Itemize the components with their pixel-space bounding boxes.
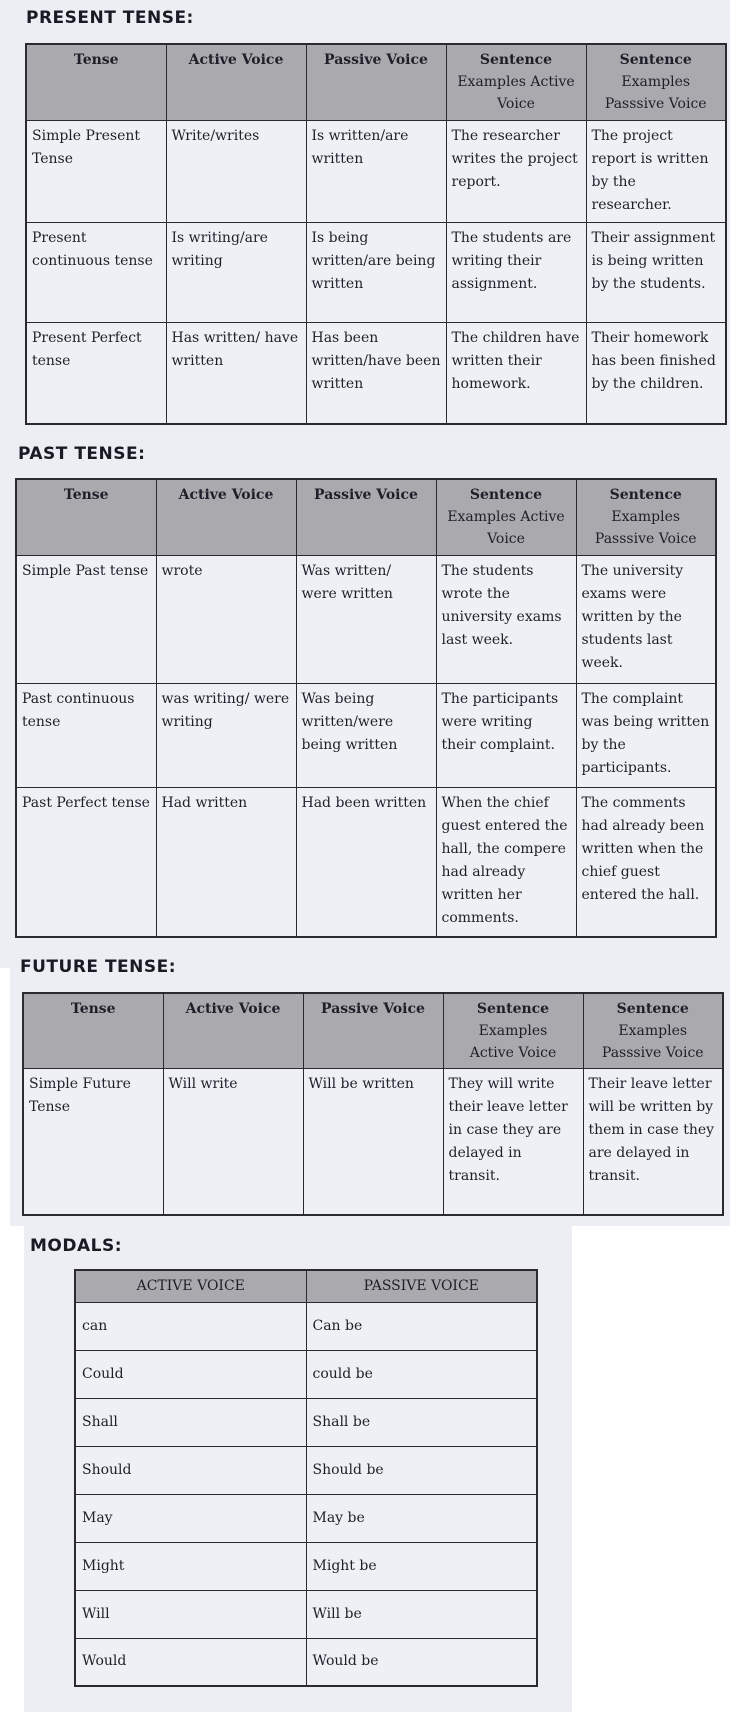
header-text: Sentence — [479, 52, 553, 68]
table-cell: Past continuous tense — [16, 683, 156, 787]
table-cell: Was being written/were being written — [296, 683, 436, 787]
table-cell: The comments had already been written when the chief guest entered the hall. — [576, 787, 716, 937]
table-cell: Their leave letter will be written by them in case they are delayed in transit. — [583, 1069, 723, 1215]
table-cell: Simple Past tense — [16, 555, 156, 683]
table-cell: Is writing/are writing — [166, 222, 306, 322]
header-text: Examples — [618, 1023, 688, 1039]
table-cell: Will — [75, 1590, 306, 1638]
table-row — [16, 787, 716, 937]
table-row — [75, 1494, 537, 1542]
header-sentence-passive — [583, 993, 723, 1069]
table-header-row — [16, 479, 716, 555]
future-tense-heading: FUTURE TENSE: — [20, 957, 177, 977]
table-cell: could be — [306, 1350, 537, 1398]
header-text: Passsive Voice — [604, 96, 707, 112]
table-row — [26, 222, 726, 322]
header-active-voice: Active Voice — [166, 44, 306, 120]
table-cell: Might be — [306, 1542, 537, 1590]
header-sentence-passive — [586, 44, 726, 120]
header-tense: Tense — [23, 993, 163, 1069]
table-header-row — [23, 993, 723, 1069]
table-cell: can — [75, 1302, 306, 1350]
table-cell: Had been written — [296, 787, 436, 937]
table-cell: The researcher writes the project report. — [446, 120, 586, 222]
table-row — [75, 1398, 537, 1446]
header-sentence-active — [443, 993, 583, 1069]
future-tense-table — [22, 992, 724, 1216]
table-cell: Shall — [75, 1398, 306, 1446]
header-passive-voice: Passive Voice — [306, 44, 446, 120]
table-cell: Will be written — [303, 1069, 443, 1215]
table-cell: Had written — [156, 787, 296, 937]
table-header-row — [26, 44, 726, 120]
table-cell: Should — [75, 1446, 306, 1494]
table-row — [75, 1638, 537, 1686]
header-text: Voice — [487, 531, 525, 547]
header-text: Passsive Voice — [601, 1045, 704, 1061]
table-row — [16, 683, 716, 787]
header-tense: Tense — [16, 479, 156, 555]
table-header-row — [75, 1270, 537, 1302]
header-text: Voice — [497, 96, 535, 112]
table-row — [75, 1542, 537, 1590]
table-cell: Should be — [306, 1446, 537, 1494]
table-cell: May — [75, 1494, 306, 1542]
table-cell: Will be — [306, 1590, 537, 1638]
table-cell: The university exams were written by the students last week. — [576, 555, 716, 683]
modals-table — [74, 1269, 538, 1687]
table-cell: The students are writing their assignment. — [446, 222, 586, 322]
table-cell: Present continuous tense — [26, 222, 166, 322]
header-tense: Tense — [26, 44, 166, 120]
table-cell: Has been written/have been written — [306, 322, 446, 424]
header-text: Examples — [478, 1023, 548, 1039]
header-text: Examples Active — [457, 74, 575, 90]
table-cell: Present Perfect tense — [26, 322, 166, 424]
table-row — [75, 1446, 537, 1494]
table-cell: Will write — [163, 1069, 303, 1215]
table-cell: Write/writes — [166, 120, 306, 222]
header-text: Sentence — [619, 52, 692, 68]
header-text: Passsive Voice — [594, 531, 697, 547]
header-text: Sentence — [616, 1001, 689, 1017]
table-cell: Was written/ were written — [296, 555, 436, 683]
table-cell: Simple Present Tense — [26, 120, 166, 222]
header-text: Sentence — [469, 487, 543, 503]
table-cell: The participants were writing their complaint. — [436, 683, 576, 787]
table-cell: Their homework has been finished by the children. — [586, 322, 726, 424]
table-cell: Simple Future Tense — [23, 1069, 163, 1215]
table-row — [75, 1302, 537, 1350]
table-cell: Can be — [306, 1302, 537, 1350]
header-passive-voice: PASSIVE VOICE — [306, 1270, 537, 1302]
present-tense-heading: PRESENT TENSE: — [26, 8, 194, 28]
table-cell: Has written/ have written — [166, 322, 306, 424]
table-cell: Shall be — [306, 1398, 537, 1446]
past-tense-table — [15, 478, 717, 938]
header-text: Examples Active — [447, 509, 565, 525]
table-cell: The students wrote the university exams last week. — [436, 555, 576, 683]
table-row — [16, 555, 716, 683]
table-cell: Could — [75, 1350, 306, 1398]
table-cell: Their assignment is being written by the students. — [586, 222, 726, 322]
header-text: Examples — [621, 74, 691, 90]
header-text: Sentence — [609, 487, 682, 503]
table-cell: Past Perfect tense — [16, 787, 156, 937]
header-active-voice: ACTIVE VOICE — [75, 1270, 306, 1302]
header-sentence-passive — [576, 479, 716, 555]
table-cell: Would — [75, 1638, 306, 1686]
table-cell: They will write their leave letter in case they are delayed in transit. — [443, 1069, 583, 1215]
table-row — [75, 1350, 537, 1398]
header-active-voice: Active Voice — [163, 993, 303, 1069]
header-sentence-active — [446, 44, 586, 120]
present-tense-table — [25, 43, 727, 425]
table-cell: The complaint was being written by the participants. — [576, 683, 716, 787]
table-row — [23, 1069, 723, 1215]
table-row — [75, 1590, 537, 1638]
header-text: Examples — [611, 509, 681, 525]
table-cell: Might — [75, 1542, 306, 1590]
table-cell: The project report is written by the researcher. — [586, 120, 726, 222]
header-text: Active Voice — [469, 1045, 557, 1061]
header-sentence-active — [436, 479, 576, 555]
table-cell: The children have written their homework. — [446, 322, 586, 424]
table-cell: Would be — [306, 1638, 537, 1686]
table-row — [26, 120, 726, 222]
header-passive-voice: Passive Voice — [303, 993, 443, 1069]
table-row — [26, 322, 726, 424]
table-cell: wrote — [156, 555, 296, 683]
header-text: Sentence — [476, 1001, 550, 1017]
table-cell: was writing/ were writing — [156, 683, 296, 787]
table-cell: Is being written/are being written — [306, 222, 446, 322]
table-cell: May be — [306, 1494, 537, 1542]
header-active-voice: Active Voice — [156, 479, 296, 555]
modals-heading: MODALS: — [30, 1236, 123, 1256]
header-passive-voice: Passive Voice — [296, 479, 436, 555]
table-cell: When the chief guest entered the hall, the compere had already written her comments. — [436, 787, 576, 937]
past-tense-heading: PAST TENSE: — [18, 444, 146, 464]
table-cell: Is written/are written — [306, 120, 446, 222]
